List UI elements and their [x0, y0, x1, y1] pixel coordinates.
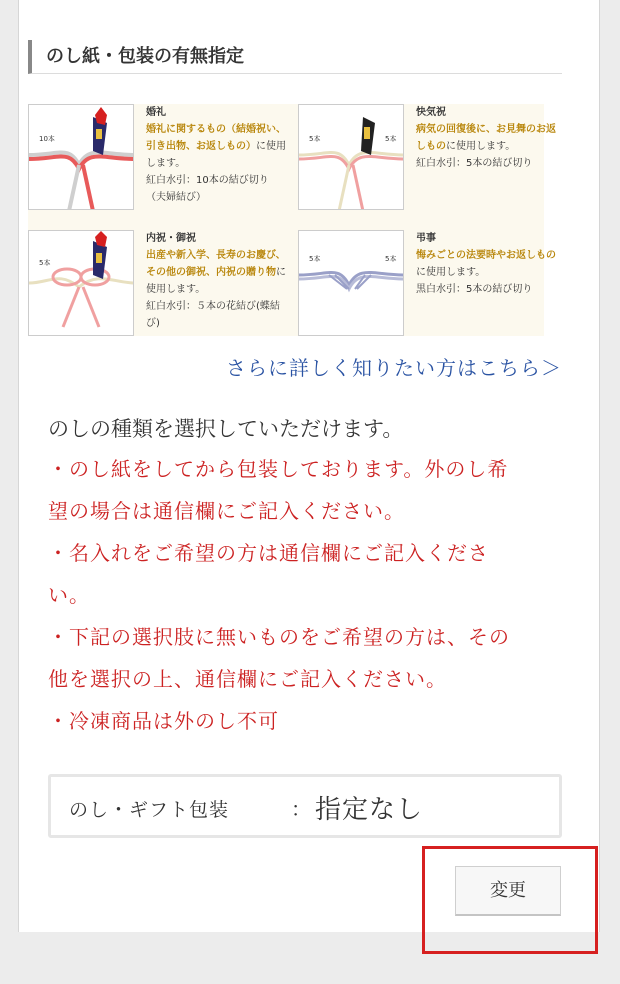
noshi-card-celebration-text [146, 230, 286, 332]
noshi-card-condolence-text [416, 230, 556, 298]
noshi-rope-condolence: 黒白水引：5本の結び切り [416, 284, 533, 295]
noshi-usage-condolence: に使用します。 [416, 267, 486, 278]
recovery-rope-count-left: 5本 [309, 135, 321, 143]
noshi-usage-wedding: に使用します。 [146, 141, 286, 169]
noshi-type-grid [28, 104, 556, 336]
note-line: ・名入れをご希望の方は通信欄にご記入くださ [48, 541, 489, 565]
noshi-card-celebration [28, 230, 286, 346]
noshi-celebration-image [28, 230, 134, 336]
noshi-wedding-image [28, 104, 134, 210]
noshi-recovery-image [298, 104, 404, 210]
noshi-field-label: のし・ギフト包装 [69, 799, 230, 821]
noshi-desc-celebration: 出産や新入学、長寿のお慶び、その他の御祝、内祝の贈り物 [146, 250, 286, 278]
noshi-title-wedding: 婚礼 [146, 107, 166, 118]
note-line: 望の場合は通信欄にご記入ください。 [48, 499, 405, 523]
noshi-usage-celebration: に使用します。 [146, 267, 286, 295]
wedding-rope-count: 10本 [39, 135, 55, 143]
notes-block [48, 448, 568, 742]
noshi-rope-recovery: 紅白水引：5本の結び切り [416, 158, 533, 169]
noshi-card-wedding [28, 104, 286, 220]
note-line: ・のし紙をしてから包装しております。外のし希 [48, 457, 509, 481]
condolence-rope-count-left: 5本 [309, 255, 321, 263]
noshi-title-condolence: 弔事 [416, 233, 436, 244]
noshi-desc-recovery: 病気の回復後に、お見舞のお返しもの [416, 124, 556, 152]
noshi-gift-wrapping-field [48, 774, 562, 838]
noshi-usage-recovery: に使用します。 [446, 141, 516, 152]
celebration-rope-count: 5本 [39, 259, 51, 267]
more-info-link[interactable]: さらに詳しく知りたい方はこちら＞ [226, 356, 562, 380]
note-line: い。 [48, 583, 90, 607]
note-line: ・冷凍商品は外のし不可 [48, 709, 279, 733]
intro-text: のしの種類を選択していただけます。 [48, 417, 404, 441]
note-line: 他を選択の上、通信欄にご記入ください。 [48, 667, 447, 691]
recovery-rope-count-right: 5本 [385, 135, 397, 143]
note-line: ・下記の選択肢に無いものをご希望の方は、その [48, 625, 510, 649]
noshi-rope-celebration: 紅白水引：５本の花結び(蝶結び) [146, 301, 280, 329]
noshi-card-recovery [298, 104, 556, 220]
noshi-desc-condolence: 悔みごとの法要時やお返しもの [416, 250, 556, 261]
noshi-rope-wedding: 紅白水引：10本の結び切り（夫婦結び） [146, 175, 269, 203]
section-title: のし紙・包装の有無指定 [28, 40, 562, 74]
noshi-field-colon: ： [291, 797, 311, 821]
noshi-condolence-image [298, 230, 404, 336]
noshi-card-condolence [298, 230, 556, 346]
noshi-desc-wedding: 婚礼に関するもの（結婚祝い、引き出物、お返しもの） [146, 124, 286, 152]
noshi-title-recovery: 快気祝 [416, 107, 446, 118]
noshi-title-celebration: 内祝・御祝 [146, 233, 196, 244]
condolence-rope-count-right: 5本 [385, 255, 397, 263]
noshi-card-recovery-text [416, 104, 556, 172]
noshi-field-value: 指定なし [315, 795, 424, 825]
change-button[interactable]: 変更 [455, 866, 561, 916]
noshi-card-wedding-text [146, 104, 286, 206]
